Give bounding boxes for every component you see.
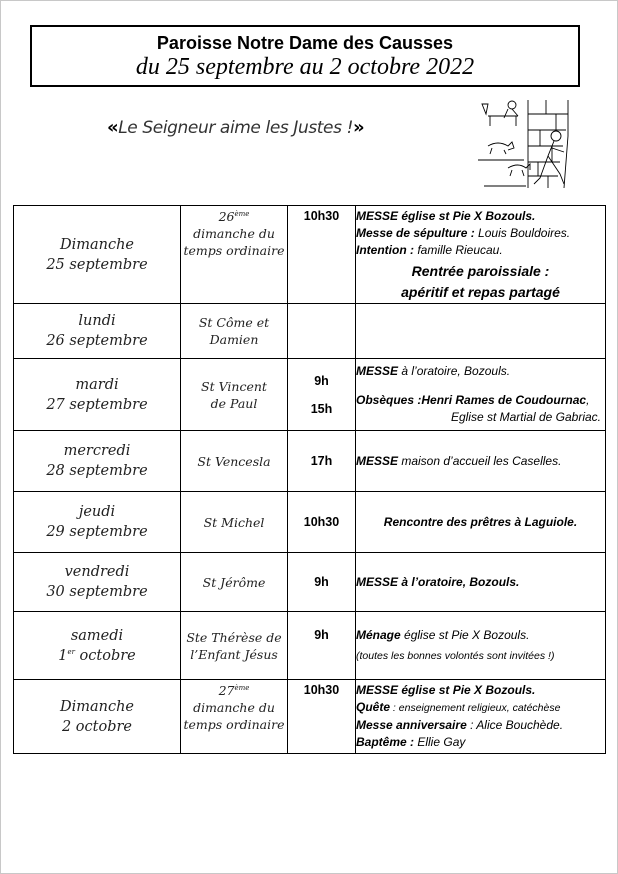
info-cell xyxy=(356,612,606,680)
time-value: 9h xyxy=(314,575,329,589)
mass-label: MESSE xyxy=(356,453,399,468)
info-cell xyxy=(356,553,606,612)
mass-line: MESSE église st Pie X Bozouls. xyxy=(356,209,536,223)
day-date: 29 septembre xyxy=(46,524,148,540)
time-cell xyxy=(288,612,356,680)
time-cell xyxy=(288,553,356,612)
info-cell xyxy=(356,304,606,359)
day-cell xyxy=(14,612,181,680)
intention-label: Intention : xyxy=(356,243,414,257)
saint-text: dimanche du temps ordinaire xyxy=(183,226,285,258)
quote-text: Le Seigneur aime les Justes ! xyxy=(118,118,353,138)
saint-cell xyxy=(181,553,288,612)
sunday-ordinal: ème xyxy=(234,683,250,692)
day-cell xyxy=(14,492,181,553)
saint-cell xyxy=(181,612,288,680)
time-cell xyxy=(288,304,356,359)
time-value-1: 9h xyxy=(314,373,329,388)
time-cell xyxy=(288,431,356,492)
funeral-label: Obsèques : xyxy=(356,393,422,407)
parable-illustration xyxy=(468,96,580,190)
saint-cell xyxy=(181,304,288,359)
info-cell xyxy=(356,492,606,553)
time-value: 17h xyxy=(310,454,333,468)
day-date-number: 1 xyxy=(58,647,68,664)
day-cell xyxy=(14,680,181,754)
day-name: lundi xyxy=(78,313,116,329)
mass-place: à l’oratoire, Bozouls. xyxy=(398,364,511,378)
saint-text: St Vencesla xyxy=(197,453,271,469)
saint-text: St Côme et Damien xyxy=(198,315,270,347)
info-cell xyxy=(356,680,606,754)
quote-close: » xyxy=(353,117,365,138)
saint-text: Ste Thérèse de l’Enfant Jésus xyxy=(186,629,282,662)
schedule-table xyxy=(13,205,606,754)
day-date: 30 septembre xyxy=(46,584,148,600)
info-cell xyxy=(356,206,606,304)
info-cell xyxy=(356,359,606,431)
mass-place: maison d’accueil les Caselles. xyxy=(398,453,562,468)
day-name: jeudi xyxy=(78,504,116,520)
time-cell xyxy=(288,206,356,304)
quote-open: « xyxy=(107,117,119,138)
collection-label: Quête xyxy=(356,700,391,714)
day-cell xyxy=(14,206,181,304)
table-row xyxy=(14,553,606,612)
table-row xyxy=(14,206,606,304)
day-name: mardi xyxy=(75,376,119,393)
quote xyxy=(107,117,364,138)
volunteers-note: (toutes les bonnes volontés sont invitées !) xyxy=(356,649,555,662)
time-cell xyxy=(288,492,356,553)
title-box xyxy=(30,25,580,87)
cleaning-place: église st Pie X Bozouls. xyxy=(400,627,530,642)
day-date-ordinal: er xyxy=(67,647,75,656)
mass-line: MESSE à l’oratoire, Bozouls. xyxy=(356,574,520,589)
saint-text: St Michel xyxy=(203,514,265,530)
mass-line: MESSE église st Pie X Bozouls. xyxy=(356,683,536,697)
saint-cell xyxy=(181,680,288,754)
day-name: mercredi xyxy=(63,443,131,459)
mass-label: MESSE xyxy=(356,364,399,378)
event-detail: apéritif et repas partagé xyxy=(401,284,560,300)
time-value: 9h xyxy=(314,628,329,642)
funeral-comma: , xyxy=(586,393,590,407)
saint-cell xyxy=(181,359,288,431)
time-cell xyxy=(288,680,356,754)
sunday-number: 26 xyxy=(218,209,235,224)
table-row xyxy=(14,612,606,680)
saint-text: dimanche du temps ordinaire xyxy=(183,700,285,732)
sunday-ordinal: ème xyxy=(234,209,250,218)
time-value-2: 15h xyxy=(310,401,333,416)
anniversary-label: Messe anniversaire xyxy=(356,718,467,732)
table-row xyxy=(14,492,606,553)
parish-title: Paroisse Notre Dame des Causses xyxy=(156,33,454,53)
cleaning-label: Ménage xyxy=(356,627,401,642)
time-value: 10h30 xyxy=(303,209,340,223)
time-value: 10h30 xyxy=(303,683,340,697)
event-title: Rentrée paroissiale : xyxy=(411,263,550,279)
day-date: 26 septembre xyxy=(46,333,148,349)
baptism-name: Ellie Gay xyxy=(414,735,466,749)
meeting-line: Rencontre des prêtres à Laguiole. xyxy=(383,514,578,529)
saint-text: St Vincent de Paul xyxy=(201,378,267,411)
day-date: 28 septembre xyxy=(46,463,148,479)
day-cell xyxy=(14,359,181,431)
table-row xyxy=(14,359,606,431)
collection-purpose: : enseignement religieux, catéchèse xyxy=(390,702,561,714)
sunday-number: 27 xyxy=(218,683,235,698)
funeral-place: Eglise st Martial de Gabriac. xyxy=(450,410,601,424)
saint-text: St Jérôme xyxy=(202,574,266,590)
day-name: Dimanche xyxy=(59,236,135,253)
saint-cell xyxy=(181,492,288,553)
saint-cell xyxy=(181,431,288,492)
table-row xyxy=(14,680,606,754)
time-value: 10h30 xyxy=(303,515,340,529)
day-name: samedi xyxy=(70,627,124,644)
time-cell xyxy=(288,359,356,431)
saint-cell xyxy=(181,206,288,304)
day-name: Dimanche xyxy=(59,698,135,715)
day-date: 25 septembre xyxy=(46,256,148,273)
day-date: 27 septembre xyxy=(46,396,148,413)
baptism-label: Baptême : xyxy=(356,735,415,749)
day-date: 2 octobre xyxy=(61,718,133,735)
day-name: vendredi xyxy=(64,564,130,580)
day-cell xyxy=(14,304,181,359)
date-range: du 25 septembre au 2 octobre 2022 xyxy=(135,54,475,80)
table-row xyxy=(14,304,606,359)
table-row xyxy=(14,431,606,492)
anniversary-name: : Alice Bouchède. xyxy=(466,718,564,732)
day-cell xyxy=(14,431,181,492)
info-cell xyxy=(356,431,606,492)
funeral-name: Henri Rames de Coudournac xyxy=(421,393,587,407)
day-date-month: octobre xyxy=(74,647,136,664)
funeral-label: Messe de sépulture : xyxy=(356,226,475,240)
intention-name: famille Rieucau. xyxy=(413,243,503,257)
funeral-name: Louis Bouldoires. xyxy=(474,226,571,240)
day-cell xyxy=(14,553,181,612)
